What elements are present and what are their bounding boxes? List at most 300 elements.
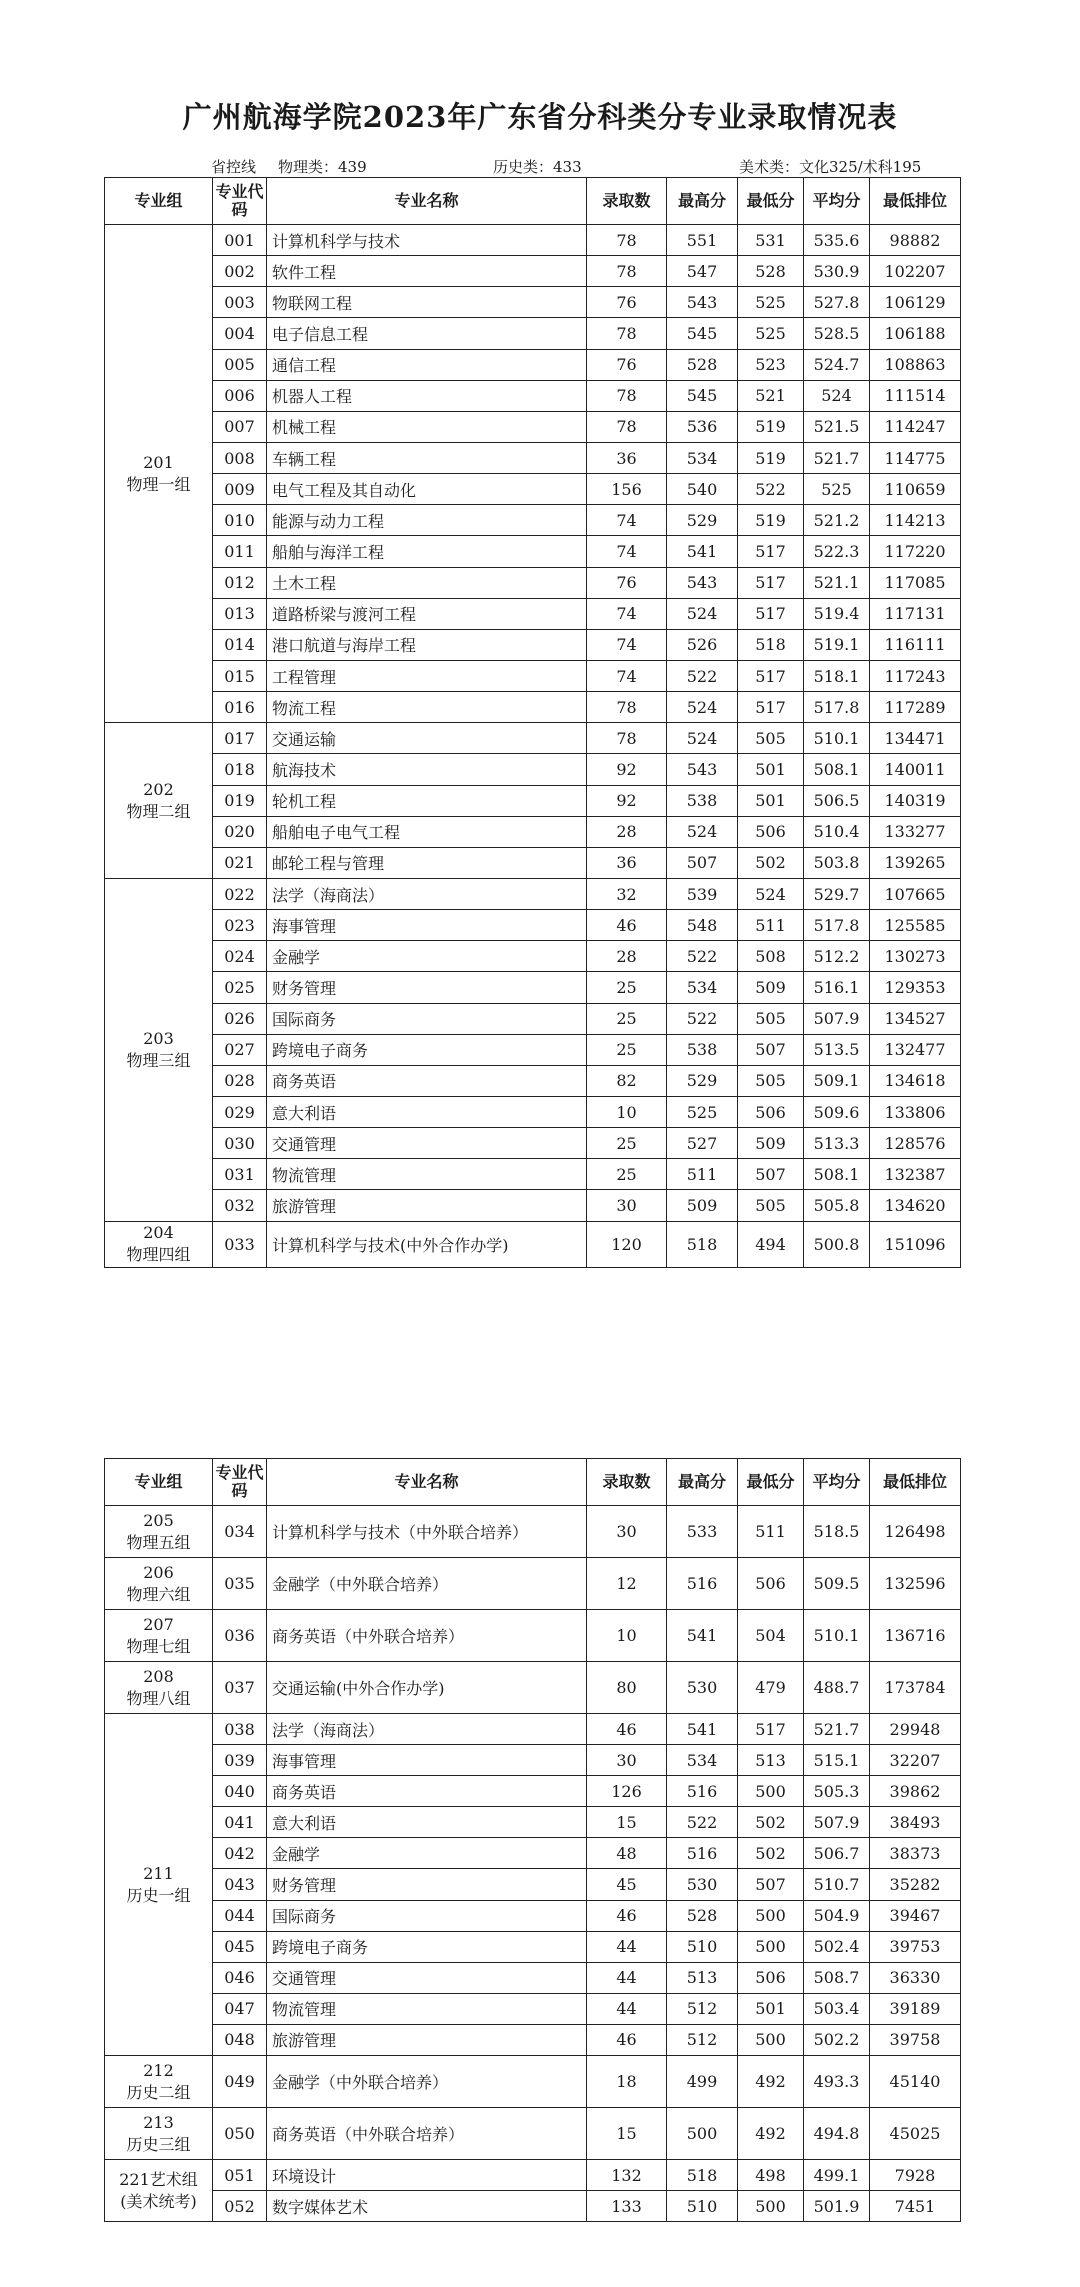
admitted-cell: 25 <box>587 1034 667 1065</box>
max-score-cell: 511 <box>667 1159 738 1190</box>
table-row <box>105 692 961 723</box>
min-score-cell: 517 <box>738 567 804 598</box>
admitted-cell: 78 <box>587 692 667 723</box>
rank-cell: 36330 <box>870 1962 961 1993</box>
code-cell: 037 <box>213 1662 267 1714</box>
group-cell: 221艺术组 (美术统考) <box>105 2160 213 2222</box>
admitted-cell: 133 <box>587 2191 667 2222</box>
avg-score-cell: 522.3 <box>804 536 870 567</box>
max-score-cell: 516 <box>667 1558 738 1610</box>
table-row <box>105 910 961 941</box>
header-rank: 最低排位 <box>870 1459 961 1506</box>
code-cell: 039 <box>213 1745 267 1776</box>
min-score-cell: 519 <box>738 505 804 536</box>
max-score-cell: 518 <box>667 1221 738 1267</box>
rank-cell: 7928 <box>870 2160 961 2191</box>
rank-cell: 117220 <box>870 536 961 567</box>
group-cell: 203 物理三组 <box>105 878 213 1221</box>
table-row <box>105 723 961 754</box>
code-cell: 019 <box>213 785 267 816</box>
avg-score-cell: 509.1 <box>804 1065 870 1096</box>
avg-score-cell: 509.6 <box>804 1096 870 1127</box>
admitted-cell: 76 <box>587 349 667 380</box>
rank-cell: 102207 <box>870 256 961 287</box>
name-cell: 法学（海商法） <box>267 878 587 909</box>
min-score-cell: 511 <box>738 910 804 941</box>
table-row <box>105 941 961 972</box>
name-cell: 计算机科学与技术（中外联合培养） <box>267 1506 587 1558</box>
control-line-art: 美术类：文化325/术科195 <box>739 158 922 176</box>
rank-cell: 134618 <box>870 1065 961 1096</box>
admitted-cell: 48 <box>587 1838 667 1869</box>
name-cell: 能源与动力工程 <box>267 505 587 536</box>
max-score-cell: 513 <box>667 1962 738 1993</box>
min-score-cell: 500 <box>738 1931 804 1962</box>
admitted-cell: 80 <box>587 1662 667 1714</box>
group-cell: 205 物理五组 <box>105 1506 213 1558</box>
name-cell: 商务英语 <box>267 1065 587 1096</box>
rank-cell: 132596 <box>870 1558 961 1610</box>
min-score-cell: 521 <box>738 380 804 411</box>
group-cell: 202 物理二组 <box>105 723 213 879</box>
name-cell: 数字媒体艺术 <box>267 2191 587 2222</box>
max-score-cell: 512 <box>667 2024 738 2055</box>
name-cell: 财务管理 <box>267 972 587 1003</box>
rank-cell: 128576 <box>870 1128 961 1159</box>
header-name: 专业名称 <box>267 178 587 225</box>
rank-cell: 32207 <box>870 1745 961 1776</box>
name-cell: 意大利语 <box>267 1807 587 1838</box>
table-row <box>105 1159 961 1190</box>
table-row <box>105 411 961 442</box>
code-cell: 023 <box>213 910 267 941</box>
max-score-cell: 545 <box>667 380 738 411</box>
avg-score-cell: 519.1 <box>804 629 870 660</box>
max-score-cell: 524 <box>667 816 738 847</box>
max-score-cell: 543 <box>667 754 738 785</box>
min-score-cell: 505 <box>738 723 804 754</box>
admitted-cell: 44 <box>587 1993 667 2024</box>
group-cell: 212 历史二组 <box>105 2056 213 2108</box>
code-cell: 011 <box>213 536 267 567</box>
name-cell: 交通运输 <box>267 723 587 754</box>
code-cell: 006 <box>213 380 267 411</box>
rank-cell: 116111 <box>870 629 961 660</box>
header-code: 专业代码 <box>213 1459 267 1506</box>
min-score-cell: 502 <box>738 1838 804 1869</box>
page-title: 广州航海学院2023年广东省分科类分专业录取情况表 <box>182 100 898 134</box>
max-score-cell: 539 <box>667 878 738 909</box>
avg-score-cell: 509.5 <box>804 1558 870 1610</box>
max-score-cell: 507 <box>667 847 738 878</box>
rank-cell: 98882 <box>870 225 961 256</box>
min-score-cell: 506 <box>738 1096 804 1127</box>
avg-score-cell: 513.3 <box>804 1128 870 1159</box>
min-score-cell: 479 <box>738 1662 804 1714</box>
table-row <box>105 598 961 629</box>
rank-cell: 39862 <box>870 1776 961 1807</box>
table-row <box>105 816 961 847</box>
table-row <box>105 1221 961 1267</box>
avg-score-cell: 501.9 <box>804 2191 870 2222</box>
admitted-cell: 44 <box>587 1931 667 1962</box>
header-avg: 平均分 <box>804 178 870 225</box>
name-cell: 金融学 <box>267 941 587 972</box>
header-group: 专业组 <box>105 1459 213 1506</box>
admitted-cell: 25 <box>587 1128 667 1159</box>
code-cell: 004 <box>213 318 267 349</box>
admitted-cell: 92 <box>587 785 667 816</box>
code-cell: 051 <box>213 2160 267 2191</box>
table-row <box>105 1662 961 1714</box>
name-cell: 道路桥梁与渡河工程 <box>267 598 587 629</box>
avg-score-cell: 516.1 <box>804 972 870 1003</box>
admitted-cell: 74 <box>587 536 667 567</box>
rank-cell: 107665 <box>870 878 961 909</box>
rank-cell: 111514 <box>870 380 961 411</box>
code-cell: 012 <box>213 567 267 598</box>
max-score-cell: 524 <box>667 692 738 723</box>
name-cell: 海事管理 <box>267 910 587 941</box>
min-score-cell: 509 <box>738 972 804 1003</box>
min-score-cell: 505 <box>738 1190 804 1221</box>
rank-cell: 173784 <box>870 1662 961 1714</box>
min-score-cell: 523 <box>738 349 804 380</box>
name-cell: 环境设计 <box>267 2160 587 2191</box>
rank-cell: 114213 <box>870 505 961 536</box>
table-row <box>105 1869 961 1900</box>
max-score-cell: 529 <box>667 505 738 536</box>
code-cell: 009 <box>213 474 267 505</box>
min-score-cell: 519 <box>738 411 804 442</box>
name-cell: 跨境电子商务 <box>267 1034 587 1065</box>
admitted-cell: 30 <box>587 1506 667 1558</box>
avg-score-cell: 513.5 <box>804 1034 870 1065</box>
code-cell: 040 <box>213 1776 267 1807</box>
rank-cell: 151096 <box>870 1221 961 1267</box>
rank-cell: 134471 <box>870 723 961 754</box>
header-admitted: 录取数 <box>587 178 667 225</box>
name-cell: 计算机科学与技术 <box>267 225 587 256</box>
header-avg: 平均分 <box>804 1459 870 1506</box>
min-score-cell: 502 <box>738 1807 804 1838</box>
table-row <box>105 1962 961 1993</box>
name-cell: 工程管理 <box>267 660 587 691</box>
table-row <box>105 629 961 660</box>
avg-score-cell: 518.1 <box>804 660 870 691</box>
table-row <box>105 1065 961 1096</box>
avg-score-cell: 510.1 <box>804 723 870 754</box>
max-score-cell: 534 <box>667 972 738 1003</box>
admitted-cell: 82 <box>587 1065 667 1096</box>
max-score-cell: 525 <box>667 1096 738 1127</box>
header-group: 专业组 <box>105 178 213 225</box>
rank-cell: 114247 <box>870 411 961 442</box>
max-score-cell: 538 <box>667 785 738 816</box>
table-row <box>105 2108 961 2160</box>
code-cell: 044 <box>213 1900 267 1931</box>
min-score-cell: 507 <box>738 1159 804 1190</box>
rank-cell: 39467 <box>870 1900 961 1931</box>
max-score-cell: 538 <box>667 1034 738 1065</box>
table-row <box>105 1610 961 1662</box>
avg-score-cell: 506.5 <box>804 785 870 816</box>
group-cell: 208 物理八组 <box>105 1662 213 1714</box>
header-code: 专业代码 <box>213 178 267 225</box>
avg-score-cell: 494.8 <box>804 2108 870 2160</box>
code-cell: 001 <box>213 225 267 256</box>
avg-score-cell: 510.4 <box>804 816 870 847</box>
name-cell: 法学（海商法） <box>267 1714 587 1745</box>
table-row <box>105 1838 961 1869</box>
rank-cell: 38493 <box>870 1807 961 1838</box>
code-cell: 005 <box>213 349 267 380</box>
avg-score-cell: 505.3 <box>804 1776 870 1807</box>
rank-cell: 39189 <box>870 1993 961 2024</box>
code-cell: 024 <box>213 941 267 972</box>
rank-cell: 117243 <box>870 660 961 691</box>
admitted-cell: 28 <box>587 816 667 847</box>
min-score-cell: 501 <box>738 754 804 785</box>
min-score-cell: 531 <box>738 225 804 256</box>
code-cell: 035 <box>213 1558 267 1610</box>
rank-cell: 134620 <box>870 1190 961 1221</box>
admitted-cell: 46 <box>587 1900 667 1931</box>
admitted-cell: 78 <box>587 411 667 442</box>
max-score-cell: 534 <box>667 442 738 473</box>
table-row <box>105 567 961 598</box>
avg-score-cell: 504.9 <box>804 1900 870 1931</box>
name-cell: 国际商务 <box>267 1900 587 1931</box>
name-cell: 土木工程 <box>267 567 587 598</box>
name-cell: 软件工程 <box>267 256 587 287</box>
min-score-cell: 494 <box>738 1221 804 1267</box>
min-score-cell: 498 <box>738 2160 804 2191</box>
group-cell: 206 物理六组 <box>105 1558 213 1610</box>
min-score-cell: 505 <box>738 1003 804 1034</box>
name-cell: 意大利语 <box>267 1096 587 1127</box>
min-score-cell: 522 <box>738 474 804 505</box>
header-rank: 最低排位 <box>870 178 961 225</box>
rank-cell: 126498 <box>870 1506 961 1558</box>
name-cell: 财务管理 <box>267 1869 587 1900</box>
max-score-cell: 541 <box>667 536 738 567</box>
min-score-cell: 492 <box>738 2056 804 2108</box>
max-score-cell: 545 <box>667 318 738 349</box>
name-cell: 航海技术 <box>267 754 587 785</box>
max-score-cell: 518 <box>667 2160 738 2191</box>
max-score-cell: 510 <box>667 1931 738 1962</box>
table-row <box>105 2160 961 2191</box>
avg-score-cell: 493.3 <box>804 2056 870 2108</box>
rank-cell: 106188 <box>870 318 961 349</box>
avg-score-cell: 515.1 <box>804 1745 870 1776</box>
admitted-cell: 74 <box>587 660 667 691</box>
header-max: 最高分 <box>667 178 738 225</box>
code-cell: 017 <box>213 723 267 754</box>
table-row <box>105 1096 961 1127</box>
name-cell: 物流管理 <box>267 1993 587 2024</box>
max-score-cell: 541 <box>667 1714 738 1745</box>
max-score-cell: 547 <box>667 256 738 287</box>
table-row <box>105 2024 961 2055</box>
code-cell: 048 <box>213 2024 267 2055</box>
table-row <box>105 442 961 473</box>
table-row <box>105 505 961 536</box>
min-score-cell: 525 <box>738 318 804 349</box>
code-cell: 013 <box>213 598 267 629</box>
admitted-cell: 36 <box>587 442 667 473</box>
table-row <box>105 1558 961 1610</box>
admitted-cell: 10 <box>587 1096 667 1127</box>
table-row <box>105 1714 961 1745</box>
min-score-cell: 506 <box>738 1558 804 1610</box>
table-row <box>105 660 961 691</box>
table-row <box>105 474 961 505</box>
admitted-cell: 25 <box>587 1159 667 1190</box>
min-score-cell: 519 <box>738 442 804 473</box>
avg-score-cell: 488.7 <box>804 1662 870 1714</box>
code-cell: 028 <box>213 1065 267 1096</box>
header-min: 最低分 <box>738 178 804 225</box>
name-cell: 船舶与海洋工程 <box>267 536 587 567</box>
code-cell: 022 <box>213 878 267 909</box>
avg-score-cell: 529.7 <box>804 878 870 909</box>
admitted-cell: 126 <box>587 1776 667 1807</box>
min-score-cell: 506 <box>738 816 804 847</box>
table-row <box>105 318 961 349</box>
code-cell: 002 <box>213 256 267 287</box>
min-score-cell: 518 <box>738 629 804 660</box>
avg-score-cell: 499.1 <box>804 2160 870 2191</box>
min-score-cell: 507 <box>738 1869 804 1900</box>
admitted-cell: 15 <box>587 2108 667 2160</box>
min-score-cell: 513 <box>738 1745 804 1776</box>
avg-score-cell: 521.2 <box>804 505 870 536</box>
avg-score-cell: 505.8 <box>804 1190 870 1221</box>
name-cell: 计算机科学与技术(中外合作办学) <box>267 1221 587 1267</box>
rank-cell: 129353 <box>870 972 961 1003</box>
group-cell: 201 物理一组 <box>105 225 213 723</box>
rank-cell: 117131 <box>870 598 961 629</box>
avg-score-cell: 517.8 <box>804 692 870 723</box>
name-cell: 邮轮工程与管理 <box>267 847 587 878</box>
table-row <box>105 1003 961 1034</box>
table-row <box>105 536 961 567</box>
admitted-cell: 32 <box>587 878 667 909</box>
group-cell: 207 物理七组 <box>105 1610 213 1662</box>
avg-score-cell: 508.1 <box>804 1159 870 1190</box>
code-cell: 030 <box>213 1128 267 1159</box>
rank-cell: 7451 <box>870 2191 961 2222</box>
name-cell: 车辆工程 <box>267 442 587 473</box>
table-row <box>105 1807 961 1838</box>
avg-score-cell: 521.7 <box>804 1714 870 1745</box>
name-cell: 物联网工程 <box>267 287 587 318</box>
min-score-cell: 517 <box>738 598 804 629</box>
admitted-cell: 74 <box>587 505 667 536</box>
admitted-cell: 36 <box>587 847 667 878</box>
avg-score-cell: 525 <box>804 474 870 505</box>
code-cell: 003 <box>213 287 267 318</box>
avg-score-cell: 503.8 <box>804 847 870 878</box>
max-score-cell: 510 <box>667 2191 738 2222</box>
code-cell: 016 <box>213 692 267 723</box>
rank-cell: 139265 <box>870 847 961 878</box>
max-score-cell: 516 <box>667 1838 738 1869</box>
rank-cell: 140319 <box>870 785 961 816</box>
header-min: 最低分 <box>738 1459 804 1506</box>
name-cell: 国际商务 <box>267 1003 587 1034</box>
group-cell: 211 历史一组 <box>105 1714 213 2056</box>
admitted-cell: 74 <box>587 629 667 660</box>
max-score-cell: 527 <box>667 1128 738 1159</box>
admitted-cell: 92 <box>587 754 667 785</box>
admitted-cell: 46 <box>587 910 667 941</box>
name-cell: 物流工程 <box>267 692 587 723</box>
code-cell: 007 <box>213 411 267 442</box>
table-row <box>105 1506 961 1558</box>
table-row <box>105 1776 961 1807</box>
code-cell: 021 <box>213 847 267 878</box>
name-cell: 旅游管理 <box>267 2024 587 2055</box>
max-score-cell: 522 <box>667 660 738 691</box>
code-cell: 029 <box>213 1096 267 1127</box>
max-score-cell: 541 <box>667 1610 738 1662</box>
name-cell: 商务英语（中外联合培养） <box>267 1610 587 1662</box>
min-score-cell: 501 <box>738 785 804 816</box>
admitted-cell: 10 <box>587 1610 667 1662</box>
admitted-cell: 25 <box>587 1003 667 1034</box>
min-score-cell: 505 <box>738 1065 804 1096</box>
code-cell: 010 <box>213 505 267 536</box>
rank-cell: 133277 <box>870 816 961 847</box>
table-row <box>105 380 961 411</box>
table-row <box>105 972 961 1003</box>
max-score-cell: 533 <box>667 1506 738 1558</box>
rank-cell: 45025 <box>870 2108 961 2160</box>
rank-cell: 134527 <box>870 1003 961 1034</box>
admitted-cell: 156 <box>587 474 667 505</box>
admitted-cell: 30 <box>587 1745 667 1776</box>
name-cell: 物流管理 <box>267 1159 587 1190</box>
rank-cell: 45140 <box>870 2056 961 2108</box>
max-score-cell: 516 <box>667 1776 738 1807</box>
avg-score-cell: 502.4 <box>804 1931 870 1962</box>
code-cell: 034 <box>213 1506 267 1558</box>
avg-score-cell: 519.4 <box>804 598 870 629</box>
max-score-cell: 536 <box>667 411 738 442</box>
min-score-cell: 517 <box>738 660 804 691</box>
name-cell: 旅游管理 <box>267 1190 587 1221</box>
avg-score-cell: 507.9 <box>804 1003 870 1034</box>
max-score-cell: 522 <box>667 1003 738 1034</box>
max-score-cell: 524 <box>667 723 738 754</box>
max-score-cell: 548 <box>667 910 738 941</box>
rank-cell: 39758 <box>870 2024 961 2055</box>
name-cell: 跨境电子商务 <box>267 1931 587 1962</box>
header-admitted: 录取数 <box>587 1459 667 1506</box>
name-cell: 交通管理 <box>267 1128 587 1159</box>
name-cell: 商务英语 <box>267 1776 587 1807</box>
code-cell: 015 <box>213 660 267 691</box>
min-score-cell: 509 <box>738 1128 804 1159</box>
admitted-cell: 18 <box>587 2056 667 2108</box>
max-score-cell: 543 <box>667 287 738 318</box>
rank-cell: 39753 <box>870 1931 961 1962</box>
avg-score-cell: 535.6 <box>804 225 870 256</box>
table-row <box>105 1993 961 2024</box>
